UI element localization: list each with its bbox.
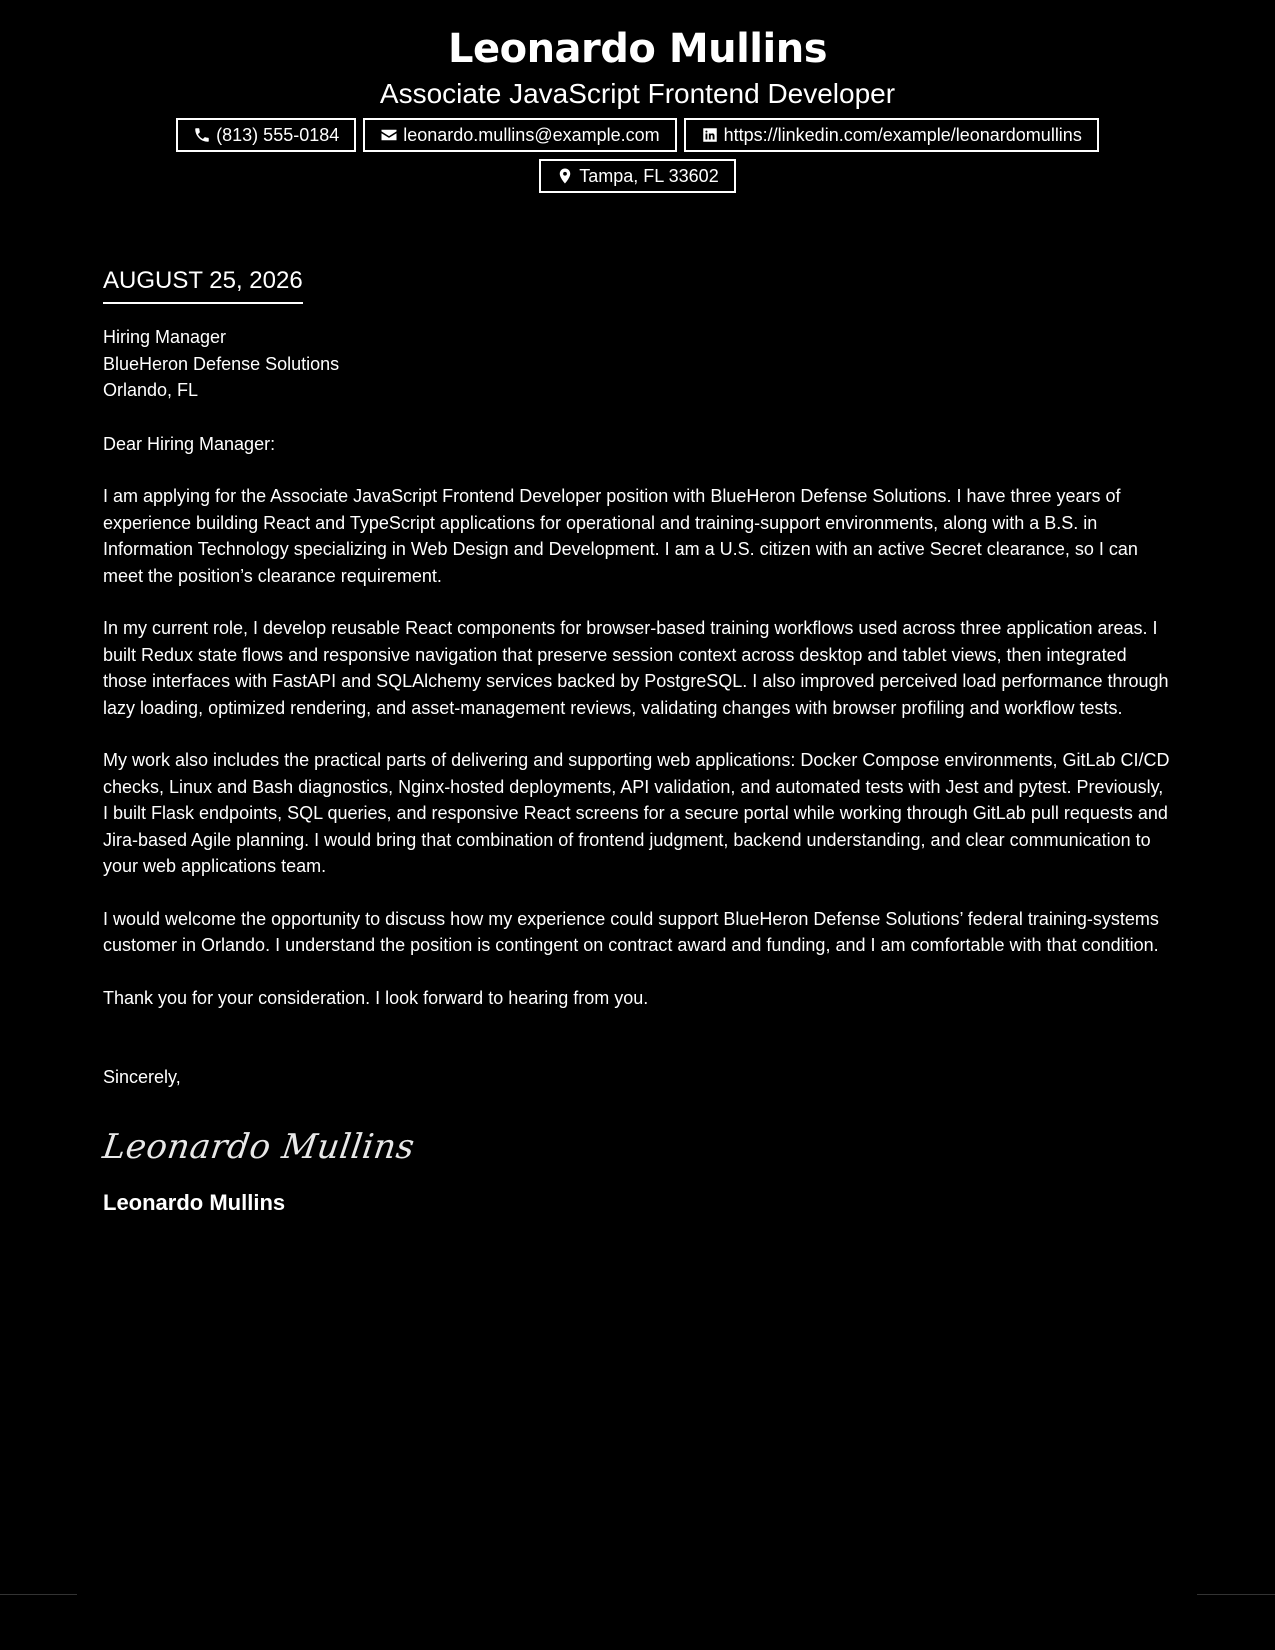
phone-icon — [193, 126, 211, 144]
closing: Sincerely, — [103, 1067, 181, 1087]
recipient-line: Orlando, FL — [103, 380, 199, 400]
linkedin-icon — [701, 126, 719, 144]
contact-phone — [176, 118, 356, 152]
recipient-line: Hiring Manager — [103, 327, 227, 347]
salutation: Dear Hiring Manager: — [103, 433, 276, 454]
letter-body — [100, 266, 1173, 1217]
body-paragraph: I am applying for the Associate JavaScript Frontend Developer position with BlueHeron Defense Solutions. I have three years of experience building React and TypeScript applications for operational and training-support environments, along with a B.S. in Information Technology specializing in Web Design and Development. I am a U.S. citizen with an active Secret clearance, so I can meet the position’s clearance requirement. — [103, 486, 1138, 586]
contact-linkedin[interactable] — [684, 118, 1099, 152]
job-title: Associate JavaScript Frontend Developer — [379, 78, 896, 109]
linkedin-text: https://linkedin.com/example/leonardomullins — [723, 125, 1082, 145]
body-paragraph: I would welcome the opportunity to discuss how my experience could support BlueHeron Defense Solutions’ federal training-systems customer in Orlando. I understand the position is contingent on contract award and funding, and I am comfortable with that condition. — [103, 908, 1159, 955]
signer-name: Leonardo Mullins — [103, 1189, 286, 1215]
contact-location — [539, 159, 735, 193]
footer-rule-left — [0, 1594, 77, 1595]
recipient-line: BlueHeron Defense Solutions — [103, 353, 340, 374]
letter-date: AUGUST 25, 2026 — [103, 266, 303, 304]
letterhead — [0, 20, 1275, 193]
email-text: leonardo.mullins@example.com — [403, 125, 660, 145]
contact-list — [138, 118, 1138, 193]
recipient-block — [103, 324, 1173, 404]
handwritten-signature: Leonardo Mullins — [100, 1126, 418, 1167]
footer-rule-right — [1197, 1594, 1275, 1595]
envelope-icon — [380, 126, 398, 144]
body-paragraph: Thank you for your consideration. I look forward to hearing from you. — [103, 987, 649, 1008]
body-paragraph: My work also includes the practical parts of delivering and supporting web applications: Docker Compose environments, GitLab CI/CD checks, Linux and Bash diagnostics, Nginx-hosted deployments, API validation, and automated tests with Jest and pytest. Previously, I built Flask endpoints, SQL queries, and responsive React screens for a secure portal while working through GitLab pull requests and Jira-based Agile planning. I would bring that combination of frontend judgment, backend understanding, and clear communication to your web applications team. — [103, 750, 1170, 876]
map-pin-icon — [556, 167, 574, 185]
location-text: Tampa, FL 33602 — [579, 166, 719, 186]
contact-email[interactable] — [363, 118, 676, 152]
applicant-name: Leonardo Mullins — [447, 26, 828, 72]
body-paragraph: In my current role, I develop reusable React components for browser-based training workflows used across three application areas. I built Redux state flows and responsive navigation that preserve session context across desktop and tablet views, then integrated those interfaces with FastAPI and SQLAlchemy services backed by PostgreSQL. I also improved perceived load performance through lazy loading, optimized rendering, and asset-management reviews, validating changes with browser profiling and workflow tests. — [103, 618, 1169, 718]
phone-text: (813) 555-0184 — [216, 125, 340, 145]
